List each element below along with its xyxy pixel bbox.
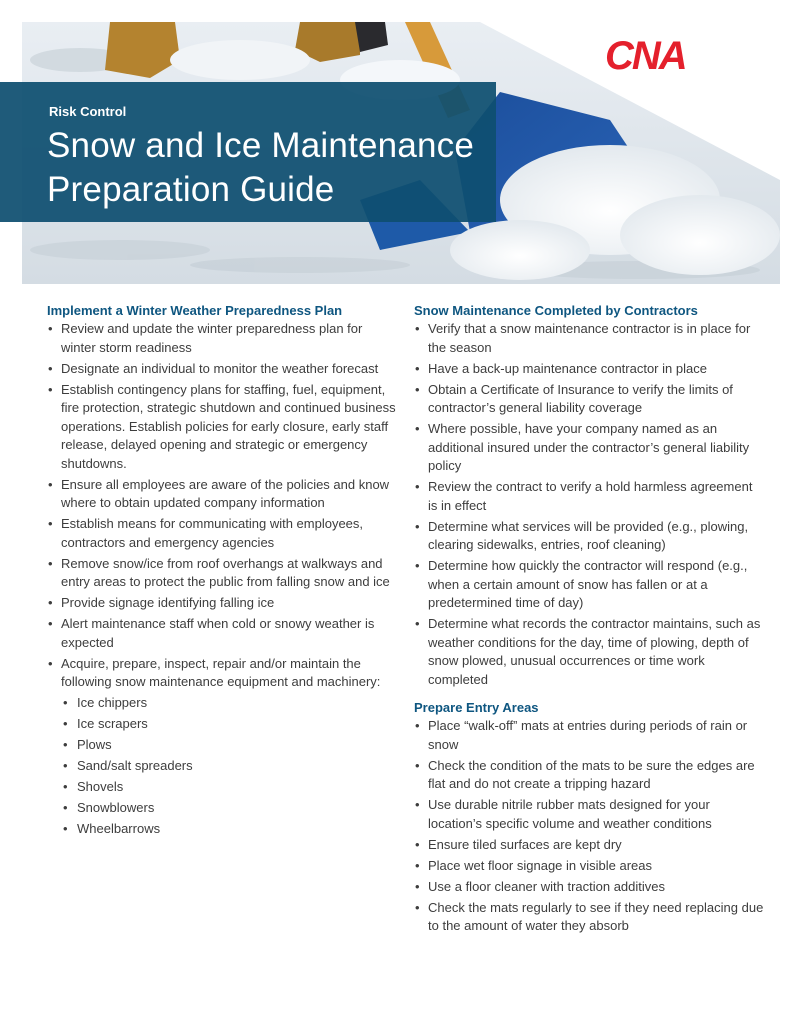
section-heading-preparedness: Implement a Winter Weather Preparedness Plan [47,303,343,318]
list-item: • Review the contract to verify a hold harmless agreement is in effect [414,478,764,515]
equipment-item: • Shovels [47,778,397,797]
list-item: • Determine what services will be provided (e.g., plowing, clearing sidewalks, entries, roof cleaning) [414,518,764,555]
entry-areas-list [414,717,764,936]
contractors-list [414,320,764,689]
preparedness-list [47,320,397,692]
list-item: • Remove snow/ice from roof overhangs at walkways and entry areas to protect the public from falling snow and ice [47,555,397,592]
left-column [47,302,397,841]
title-line-1: Snow and Ice Maintenance [47,126,475,165]
list-item: • Obtain a Certificate of Insurance to verify the limits of contractor’s general liability coverage [414,381,764,418]
list-item: • Alert maintenance staff when cold or snowy weather is expected [47,615,397,652]
list-item: • Provide signage identifying falling ice [47,594,397,613]
equipment-item: • Ice scrapers [47,715,397,734]
page-title [47,124,497,212]
list-item: • Ensure tiled surfaces are kept dry [414,836,764,855]
equipment-item: • Ice chippers [47,694,397,713]
list-item: • Place “walk-off” mats at entries during periods of rain or snow [414,717,764,754]
list-item: • Use durable nitrile rubber mats designed for your location’s specific volume and weather conditions [414,796,764,833]
section-heading-contractors: Snow Maintenance Completed by Contractors [414,303,698,318]
equipment-item: • Wheelbarrows [47,820,397,839]
list-item: • Place wet floor signage in visible areas [414,857,764,876]
category-label: Risk Control [49,104,127,119]
list-item [47,655,397,692]
list-item: • Establish contingency plans for staffing, fuel, equipment, fire protection, strategic shutdown and continued business operations. Establish policies for early closure, early staff release, delayed opening and strategic or emergency shutdowns. [47,381,397,474]
list-item: • Designate an individual to monitor the weather forecast [47,360,397,379]
list-item: • Establish means for communicating with employees, contractors and emergency agencies [47,515,397,552]
list-item-text: Acquire, prepare, inspect, repair and/or maintain the following snow maintenance equipment and machinery: [61,655,381,689]
list-item: • Check the condition of the mats to be sure the edges are flat and do not create a tripping hazard [414,757,764,794]
list-item: • Check the mats regularly to see if they need replacing due to the amount of water they absorb [414,899,764,936]
svg-text:CNA: CNA [605,34,686,73]
list-item: • Review and update the winter preparedness plan for winter storm readiness [47,320,397,357]
list-item: • Determine how quickly the contractor will respond (e.g., when a certain amount of snow has fallen or at a predetermined time of day) [414,557,764,613]
list-item: • Determine what records the contractor maintains, such as weather conditions for the day, time of plowing, depth of snow plowed, unusual occurrences or time work completed [414,615,764,689]
list-item: • Use a floor cleaner with traction additives [414,878,764,897]
list-item: • Verify that a snow maintenance contractor is in place for the season [414,320,764,357]
list-item: • Have a back-up maintenance contractor in place [414,360,764,379]
equipment-list [47,694,397,839]
equipment-item: • Snowblowers [47,799,397,818]
list-item: • Where possible, have your company named as an additional insured under the contractor’s general liability policy [414,420,764,476]
equipment-item: • Sand/salt spreaders [47,757,397,776]
right-column [414,302,764,938]
list-item: • Ensure all employees are aware of the policies and know where to obtain updated company information [47,476,397,513]
title-line-2: Preparation Guide [47,170,335,209]
cna-logo [603,33,709,73]
section-heading-entry-areas: Prepare Entry Areas [414,700,539,715]
equipment-item: • Plows [47,736,397,755]
